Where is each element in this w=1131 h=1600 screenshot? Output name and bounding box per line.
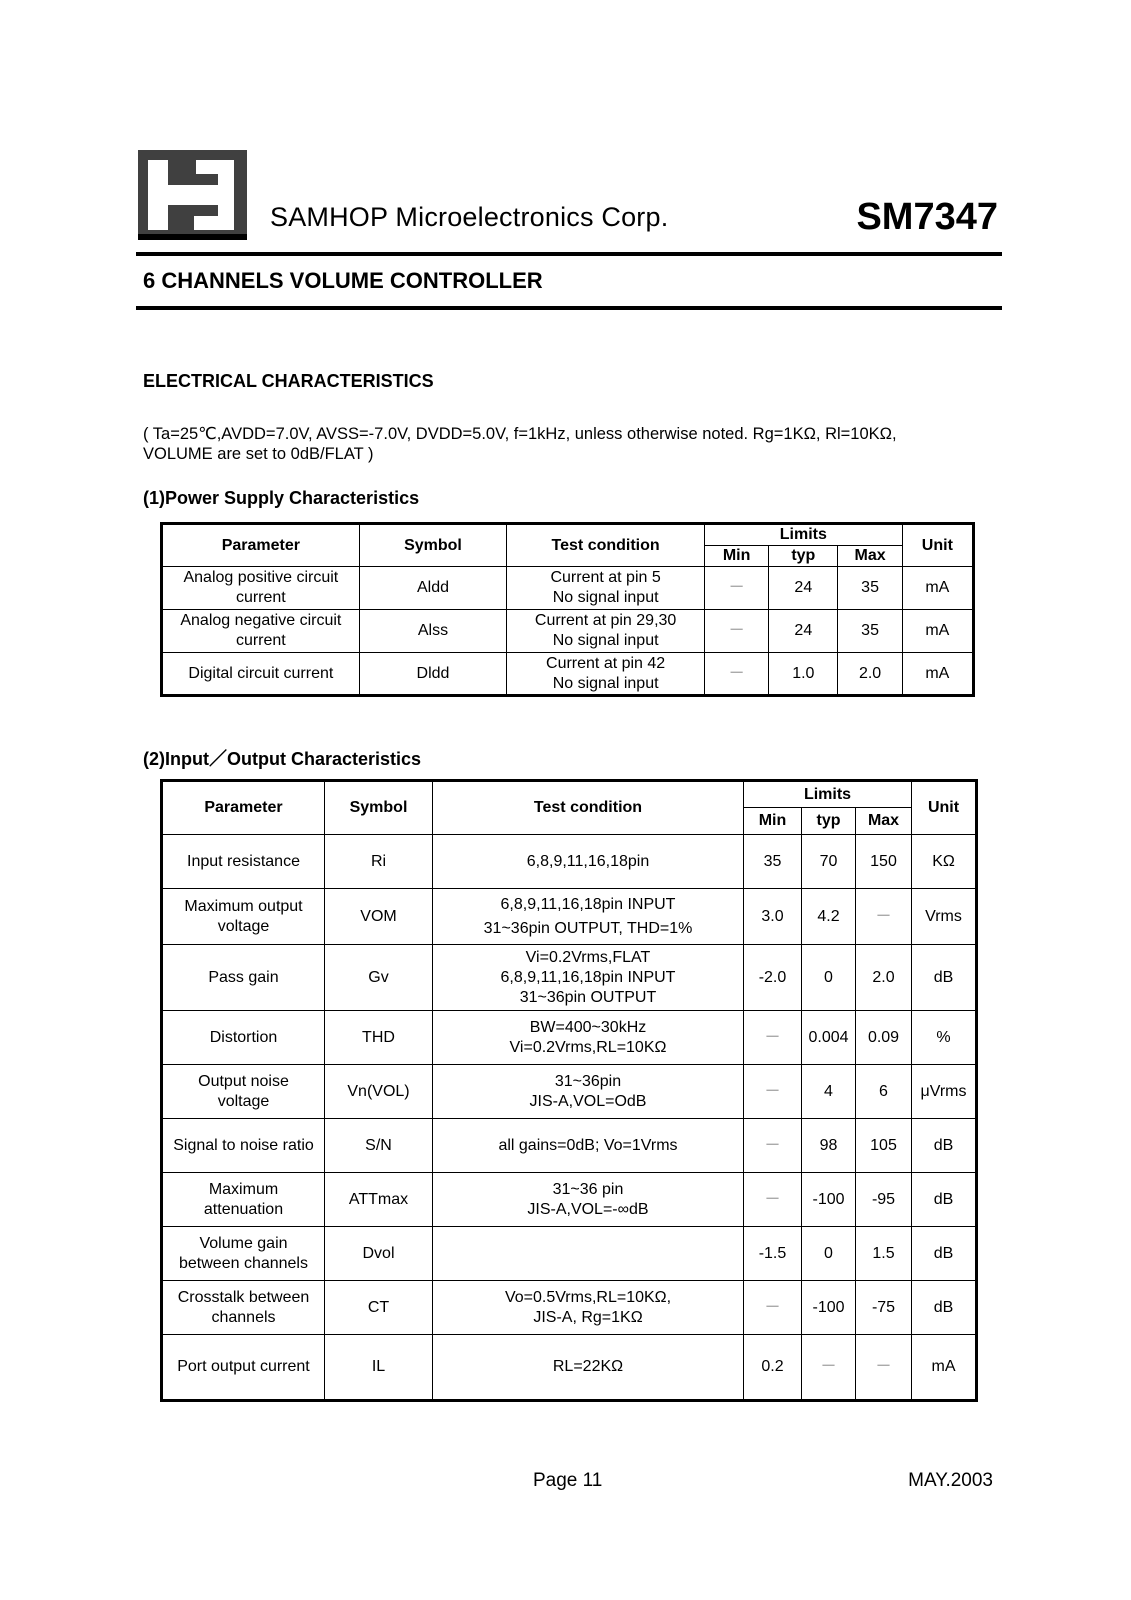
cell-min: － <box>744 1281 802 1335</box>
table-row <box>162 835 977 889</box>
cell-test-condition: 6,8,9,11,16,18pin <box>433 835 744 889</box>
cell-symbol: Dvol <box>325 1227 433 1281</box>
cell-max: － <box>856 889 912 945</box>
cell-typ: 0 <box>802 1227 856 1281</box>
cell-min: － <box>704 610 768 653</box>
company-name: SAMHOP Microelectronics Corp. <box>270 202 669 232</box>
power-supply-title: (1)Power Supply Characteristics <box>143 488 420 508</box>
cell-min: -2.0 <box>744 945 802 1011</box>
cell-symbol: Ri <box>325 835 433 889</box>
cell-symbol: Dldd <box>359 653 507 696</box>
cell-unit: mA <box>902 610 973 653</box>
cell-symbol: CT <box>325 1281 433 1335</box>
table-row <box>162 1335 977 1401</box>
cell-test-condition <box>433 1227 744 1281</box>
cell-parameter: Pass gain <box>162 945 325 1011</box>
cell-symbol: Vn(VOL) <box>325 1065 433 1119</box>
cell-symbol: ATTmax <box>325 1173 433 1227</box>
table-row <box>162 1119 977 1173</box>
cell-parameter: Digital circuit current <box>162 653 360 696</box>
table-header-row <box>162 524 974 546</box>
cell-typ: 0.004 <box>802 1011 856 1065</box>
cell-parameter: Signal to noise ratio <box>162 1119 325 1173</box>
header-limits: Limits <box>704 524 902 546</box>
header-min: Min <box>744 808 802 835</box>
cell-typ: 4.2 <box>802 889 856 945</box>
cell-test-condition: BW=400~30kHz Vi=0.2Vrms,RL=10KΩ <box>433 1011 744 1065</box>
table-row <box>162 1065 977 1119</box>
cell-min: 3.0 <box>744 889 802 945</box>
cell-unit: dB <box>912 1119 977 1173</box>
cell-test-condition: Current at pin 5 No signal input <box>507 567 705 610</box>
cell-test-condition: 6,8,9,11,16,18pin INPUT 31~36pin OUTPUT, THD=1% <box>433 889 744 945</box>
cell-test-condition: RL=22KΩ <box>433 1335 744 1401</box>
table-row <box>162 1173 977 1227</box>
table-row <box>162 567 974 610</box>
header-typ: typ <box>802 808 856 835</box>
cell-unit: dB <box>912 945 977 1011</box>
header-max: Max <box>856 808 912 835</box>
cell-symbol: THD <box>325 1011 433 1065</box>
cell-max: 2.0 <box>838 653 902 696</box>
cell-typ: 0 <box>802 945 856 1011</box>
cell-typ: 70 <box>802 835 856 889</box>
cell-parameter: Input resistance <box>162 835 325 889</box>
cell-symbol: S/N <box>325 1119 433 1173</box>
cell-test-condition: 31~36 pin JIS-A,VOL=-∞dB <box>433 1173 744 1227</box>
cell-parameter: Output noise voltage <box>162 1065 325 1119</box>
header-test-condition: Test condition <box>433 781 744 835</box>
document-title: 6 CHANNELS VOLUME CONTROLLER <box>143 268 543 293</box>
table-row <box>162 945 977 1011</box>
section-title: ELECTRICAL CHARACTERISTICS <box>143 371 434 391</box>
cell-unit: dB <box>912 1173 977 1227</box>
header-test-condition: Test condition <box>507 524 705 567</box>
cell-parameter: Volume gain between channels <box>162 1227 325 1281</box>
cell-test-condition: Current at pin 29,30 No signal input <box>507 610 705 653</box>
header-rule <box>136 252 1002 256</box>
cell-test-condition: Current at pin 42 No signal input <box>507 653 705 696</box>
cell-test-condition: Vo=0.5Vrms,RL=10KΩ, JIS-A, Rg=1KΩ <box>433 1281 744 1335</box>
cell-symbol: Alss <box>359 610 507 653</box>
page-number: Page 11 <box>533 1470 603 1491</box>
cell-min: 0.2 <box>744 1335 802 1401</box>
header-limits: Limits <box>744 781 912 808</box>
header-unit: Unit <box>912 781 977 835</box>
cell-min: － <box>704 653 768 696</box>
cell-unit: % <box>912 1011 977 1065</box>
cell-test-condition: Vi=0.2Vrms,FLAT 6,8,9,11,16,18pin INPUT 31~36pin OUTPUT <box>433 945 744 1011</box>
cell-symbol: Gv <box>325 945 433 1011</box>
cell-parameter: Analog positive circuit current <box>162 567 360 610</box>
header-parameter: Parameter <box>162 524 360 567</box>
cell-max: 0.09 <box>856 1011 912 1065</box>
cell-unit: dB <box>912 1227 977 1281</box>
cell-min: － <box>704 567 768 610</box>
cell-parameter: Maximum attenuation <box>162 1173 325 1227</box>
cell-unit: Vrms <box>912 889 977 945</box>
table-row <box>162 653 974 696</box>
header-symbol: Symbol <box>359 524 507 567</box>
cell-typ: -100 <box>802 1281 856 1335</box>
samhop-logo-icon <box>138 150 247 240</box>
cell-min: 35 <box>744 835 802 889</box>
table-row <box>162 1281 977 1335</box>
cell-unit: mA <box>912 1335 977 1401</box>
cell-symbol: Aldd <box>359 567 507 610</box>
cell-max: － <box>856 1335 912 1401</box>
cell-min: -1.5 <box>744 1227 802 1281</box>
header-min: Min <box>704 546 768 567</box>
cell-min: － <box>744 1011 802 1065</box>
test-conditions <box>143 424 973 464</box>
cell-min: － <box>744 1065 802 1119</box>
cell-max: 2.0 <box>856 945 912 1011</box>
cell-typ: -100 <box>802 1173 856 1227</box>
table-row <box>162 610 974 653</box>
cell-max: 1.5 <box>856 1227 912 1281</box>
io-table <box>160 779 978 1402</box>
cell-test-condition: 31~36pin JIS-A,VOL=OdB <box>433 1065 744 1119</box>
cell-min: － <box>744 1173 802 1227</box>
cell-unit: dB <box>912 1281 977 1335</box>
company-logo <box>138 150 247 240</box>
header-typ: typ <box>769 546 838 567</box>
title-rule <box>136 306 1002 310</box>
conditions-line-1: ( Ta=25℃,AVDD=7.0V, AVSS=-7.0V, DVDD=5.0V, f=1kHz, unless otherwise noted. Rg=1KΩ, Rl=10KΩ, <box>143 425 897 443</box>
cell-symbol: IL <box>325 1335 433 1401</box>
cell-symbol: VOM <box>325 889 433 945</box>
table-row <box>162 889 977 945</box>
cell-max: -75 <box>856 1281 912 1335</box>
cell-max: 6 <box>856 1065 912 1119</box>
cell-unit: μVrms <box>912 1065 977 1119</box>
cell-test-condition: all gains=0dB; Vo=1Vrms <box>433 1119 744 1173</box>
cell-max: 35 <box>838 610 902 653</box>
header-unit: Unit <box>902 524 973 567</box>
conditions-line-2: VOLUME are set to 0dB/FLAT ) <box>143 445 374 463</box>
cell-typ: 24 <box>769 567 838 610</box>
revision-date: MAY.2003 <box>908 1470 993 1491</box>
part-number: SM7347 <box>856 196 998 238</box>
cell-typ: 24 <box>769 610 838 653</box>
cell-typ: 1.0 <box>769 653 838 696</box>
table-header-row <box>162 781 977 808</box>
cell-parameter: Crosstalk between channels <box>162 1281 325 1335</box>
table-row <box>162 1227 977 1281</box>
cell-max: 105 <box>856 1119 912 1173</box>
cell-unit: mA <box>902 567 973 610</box>
header-parameter: Parameter <box>162 781 325 835</box>
cell-parameter: Maximum output voltage <box>162 889 325 945</box>
cell-parameter: Port output current <box>162 1335 325 1401</box>
cell-unit: KΩ <box>912 835 977 889</box>
cell-min: － <box>744 1119 802 1173</box>
cell-unit: mA <box>902 653 973 696</box>
cell-typ: 98 <box>802 1119 856 1173</box>
table-row <box>162 1011 977 1065</box>
cell-max: -95 <box>856 1173 912 1227</box>
power-supply-table <box>160 522 975 697</box>
cell-max: 150 <box>856 835 912 889</box>
cell-typ: 4 <box>802 1065 856 1119</box>
cell-max: 35 <box>838 567 902 610</box>
io-title: (2)Input／Output Characteristics <box>143 749 422 769</box>
cell-typ: － <box>802 1335 856 1401</box>
header-symbol: Symbol <box>325 781 433 835</box>
header-max: Max <box>838 546 902 567</box>
cell-parameter: Distortion <box>162 1011 325 1065</box>
cell-parameter: Analog negative circuit current <box>162 610 360 653</box>
